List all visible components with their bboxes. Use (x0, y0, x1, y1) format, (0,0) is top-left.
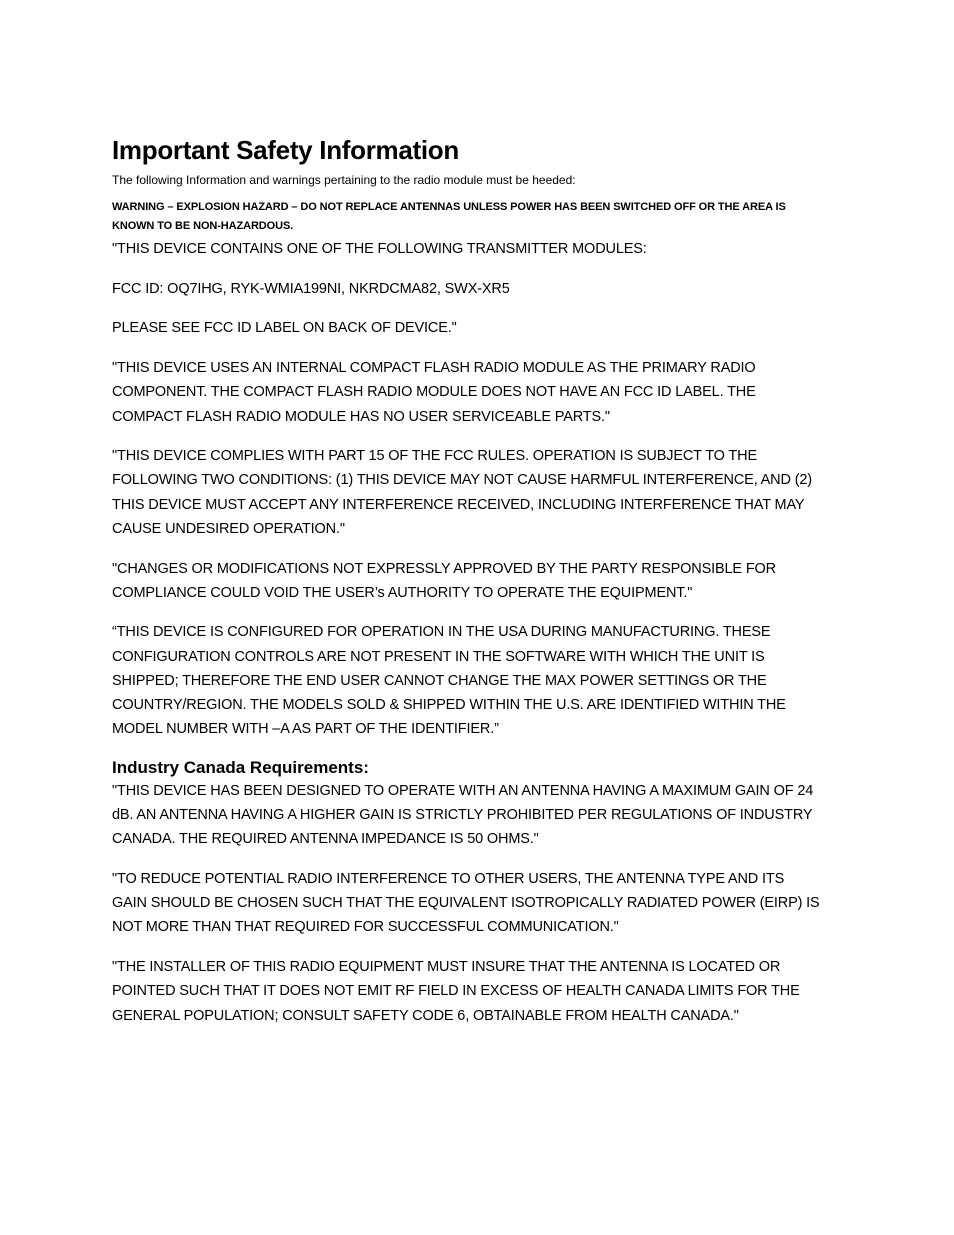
fcc-paragraph: "THIS DEVICE USES AN INTERNAL COMPACT FLASH RADIO MODULE AS THE PRIMARY RADIO COMPONENT. THE COMPACT FLASH RADIO MODULE DOES NOT HAVE AN FCC ID LABEL. THE COMPACT FLASH RADIO MODULE HAS NO USER SERVICEABLE PARTS." (112, 360, 756, 425)
fcc-paragraph: FCC ID: OQ7IHG, RYK-WMIA199NI, NKRDCMA82, SWX-XR5 (112, 280, 510, 297)
canada-paragraph: "THIS DEVICE HAS BEEN DESIGNED TO OPERATE WITH AN ANTENNA HAVING A MAXIMUM GAIN OF 24 dB. AN ANTENNA HAVING A HIGHER GAIN IS STRICTLY PROHIBITED PER REGULATIONS OF INDUSTRY CANADA. THE REQUIRED ANTENNA IMPEDANCE IS 50 OHMS." (112, 782, 814, 848)
canada-paragraph: "TO REDUCE POTENTIAL RADIO INTERFERENCE TO OTHER USERS, THE ANTENNA TYPE AND ITS GAIN SHOULD BE CHOSEN SUCH THAT THE EQUIVALENT ISOTROPICALLY RADIATED POWER (EIRP) IS NOT MORE THAN THAT REQUIRED FOR SUCCESSFUL COMMUNICATION." (112, 871, 820, 936)
explosion-warning: WARNING – EXPLOSION HAZARD – DO NOT REPLACE ANTENNAS UNLESS POWER HAS BEEN SWITCHED OFF OR THE AREA IS KNOWN TO BE NON-HAZARDOUS. (112, 201, 786, 232)
canada-section (112, 779, 822, 1028)
page-title: Important Safety Information (112, 135, 459, 165)
fcc-paragraph: "CHANGES OR MODIFICATIONS NOT EXPRESSLY APPROVED BY THE PARTY RESPONSIBLE FOR COMPLIANCE COULD VOID THE USER’s AUTHORITY TO OPERATE THE EQUIPMENT." (112, 560, 776, 601)
document-page (112, 134, 822, 1043)
fcc-paragraph: "THIS DEVICE CONTAINS ONE OF THE FOLLOWING TRANSMITTER MODULES: (112, 241, 647, 257)
fcc-paragraph: “THIS DEVICE IS CONFIGURED FOR OPERATION IN THE USA DURING MANUFACTURING. THESE CONFIGURATION CONTROLS ARE NOT PRESENT IN THE SOFTWARE WITH WHICH THE UNIT IS SHIPPED; THEREFORE THE END USER CANNOT CHANGE THE MAX POWER SETTINGS OR THE COUNTRY/REGION. THE MODELS SOLD & SHIPPED WITHIN THE U.S. ARE IDENTIFIED WITHIN THE MODEL NUMBER WITH –A AS PART OF THE IDENTIFIER.” (112, 624, 786, 738)
fcc-paragraph: PLEASE SEE FCC ID LABEL ON BACK OF DEVICE." (112, 320, 457, 337)
fcc-paragraph: "THIS DEVICE COMPLIES WITH PART 15 OF THE FCC RULES. OPERATION IS SUBJECT TO THE FOLLOWING TWO CONDITIONS: (1) THIS DEVICE MAY NOT CAUSE HARMFUL INTERFERENCE, AND (2) THIS DEVICE MUST ACCEPT ANY INTERFERENCE RECEIVED, INCLUDING INTERFERENCE THAT MAY CAUSE UNDESIRED OPERATION." (112, 448, 812, 537)
fcc-section (112, 237, 822, 741)
intro-text: The following Information and warnings pertaining to the radio module must be heeded: (112, 173, 576, 187)
section-heading-canada: Industry Canada Requirements: (112, 757, 369, 777)
canada-paragraph: "THE INSTALLER OF THIS RADIO EQUIPMENT MUST INSURE THAT THE ANTENNA IS LOCATED OR POINTED SUCH THAT IT DOES NOT EMIT RF FIELD IN EXCESS OF HEALTH CANADA LIMITS FOR THE GENERAL POPULATION; CONSULT SAFETY CODE 6, OBTAINABLE FROM HEALTH CANADA." (112, 959, 800, 1024)
